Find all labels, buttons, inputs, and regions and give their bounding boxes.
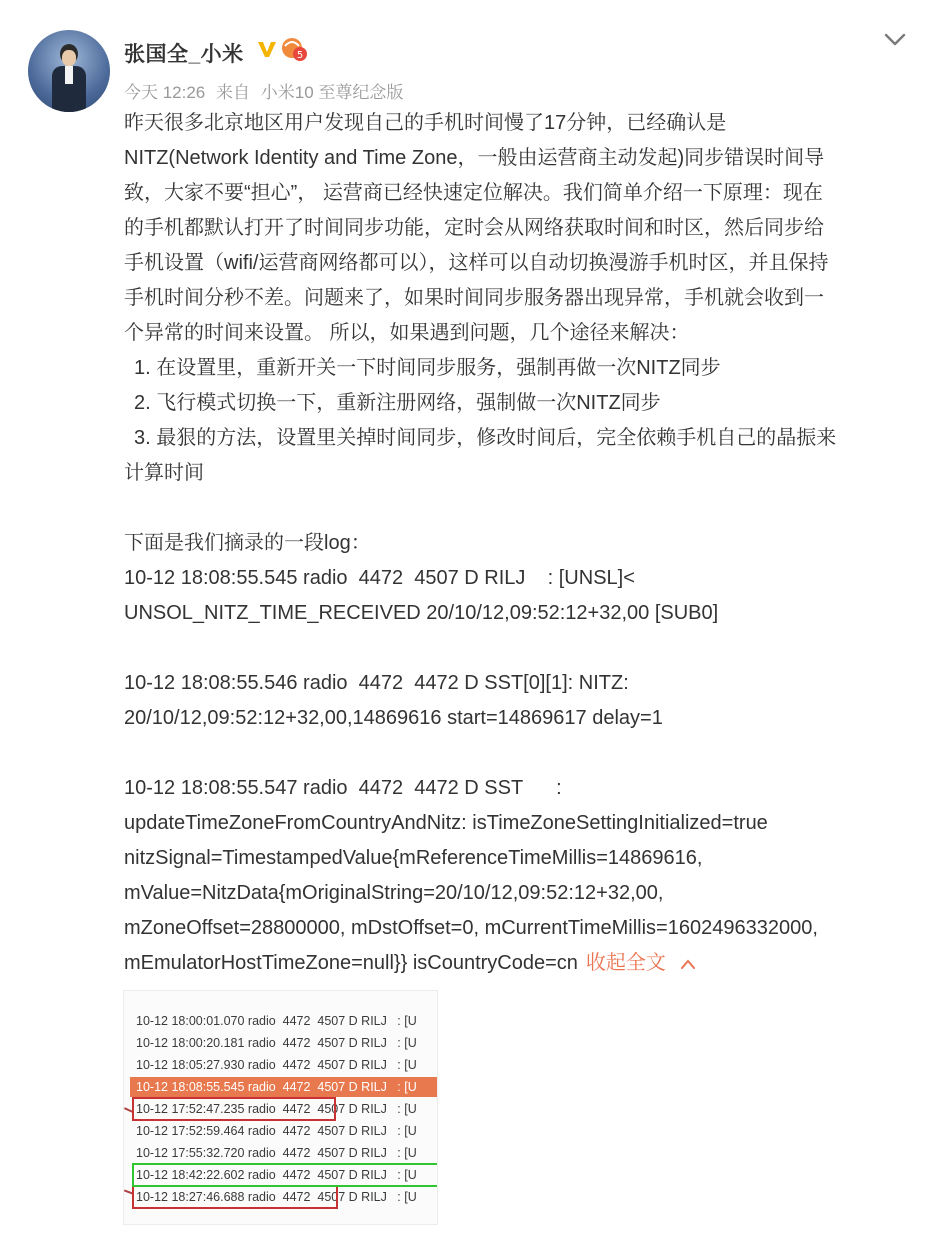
log-line-last [124,946,914,981]
content-line: 手机时间分秒不差。问题来了，如果时间同步服务器出现异常，手机就会收到一 [124,287,824,309]
log-line: 10-12 18:08:55.545 radio 4472 4507 D RILJ : [UNSL]< [124,567,635,589]
spacer [124,491,914,526]
post-meta [124,78,409,103]
red-highlight-box [132,1097,336,1121]
source-device[interactable]: 小米10 至尊纪念版 [260,83,404,102]
content-line: 手机设置（wifi/运营商网络都可以），这样可以自动切换漫游手机时区，并且保持 [124,252,829,274]
image-log-row: 10-12 17:52:47.235 radio 4472 4507 D RILJ : [U [136,1102,417,1116]
source-prefix: 来自 [216,83,250,102]
list-item-continuation: 计算时间 [124,462,204,484]
spacer [124,736,914,771]
content-line: NITZ(Network Identity and Time Zone，一般由运营商主动发起)同步错误时间导 [124,147,825,169]
post-content [124,106,914,981]
log-intro: 下面是我们摘录的一段log： [124,532,371,554]
chevron-up-icon [680,958,696,970]
image-log-row: 10-12 17:55:32.720 radio 4472 4507 D RILJ : [U [136,1146,417,1160]
content-line: 的手机都默认打开了时间同步功能，定时会从网络获取时间和时区，然后同步给 [124,217,824,239]
avatar[interactable] [28,30,110,112]
log-line: mValue=NitzData{mOriginalString=20/10/12,09:52:12+32,00, [124,882,664,904]
green-highlight-box [132,1163,438,1187]
post-time[interactable]: 今天 12:26 [124,83,206,102]
list-item: 1. 在设置里，重新开关一下时间同步服务，强制再做一次NITZ同步 [134,357,721,379]
log-line: UNSOL_NITZ_TIME_RECEIVED 20/10/12,09:52:12+32,00 [SUB0] [124,602,719,624]
content-line: 个异常的时间来设置。 所以，如果遇到问题，几个途径来解决： [124,322,690,344]
list-item: 2. 飞行模式切换一下，重新注册网络，强制做一次NITZ同步 [134,392,661,414]
image-log-row: 10-12 18:27:46.688 radio 4472 4507 D RILJ : [U [136,1190,417,1204]
level-badge-icon[interactable] [280,36,308,62]
image-log-row: 10-12 17:52:59.464 radio 4472 4507 D RILJ : [U [136,1124,417,1138]
image-log-row: 10-12 18:00:01.070 radio 4472 4507 D RILJ : [U [136,1014,417,1028]
image-log-row-highlighted: 10-12 18:08:55.545 radio 4472 4507 D RILJ : [U [130,1077,438,1097]
log-line: 10-12 18:08:55.546 radio 4472 4472 D SST[0][1]: NITZ: [124,672,629,694]
log-line: 20/10/12,09:52:12+32,00,14869616 start=14869617 delay=1 [124,707,663,729]
log-line: nitzSignal=TimestampedValue{mReferenceTimeMillis=14869616, [124,847,703,869]
collapse-full-text-link[interactable] [586,952,696,974]
image-log-row: 10-12 18:05:27.930 radio 4472 4507 D RILJ : [U [136,1058,417,1072]
content-line: 致，大家不要“担心”， 运营商已经快速定位解决。我们简单介绍一下原理：现在 [124,182,823,204]
content-line: 昨天很多北京地区用户发现自己的手机时间慢了17分钟，已经确认是 [124,112,727,134]
spacer [124,631,914,666]
log-line: updateTimeZoneFromCountryAndNitz: isTimeZoneSettingInitialized=true [124,812,768,834]
collapse-label: 收起全文 [585,952,666,974]
level-badge-number: 5 [296,50,304,61]
author-name[interactable]: 张国全_小米 [124,43,244,66]
post-image-log-screenshot[interactable] [123,990,438,1225]
avatar-face-shape [62,50,76,66]
list-item: 3. 最狠的方法，设置里关掉时间同步，修改时间后，完全依赖手机自己的晶振来 [134,427,837,449]
image-log-row: 10-12 18:00:20.181 radio 4472 4507 D RILJ : [U [136,1036,417,1050]
log-line: mZoneOffset=28800000, mDstOffset=0, mCurrentTimeMillis=1602496332000, [124,917,818,939]
avatar-shirt-shape [65,66,73,84]
log-line: 10-12 18:08:55.547 radio 4472 4472 D SST : [124,777,562,799]
chevron-down-icon[interactable] [882,28,908,50]
red-highlight-box [132,1185,338,1209]
v-verified-icon[interactable] [256,38,278,60]
image-log-row: 10-12 18:42:22.602 radio 4472 4507 D RILJ : [U [136,1168,417,1182]
log-line-text: mEmulatorHostTimeZone=null}} isCountryCode=cn [124,952,578,974]
